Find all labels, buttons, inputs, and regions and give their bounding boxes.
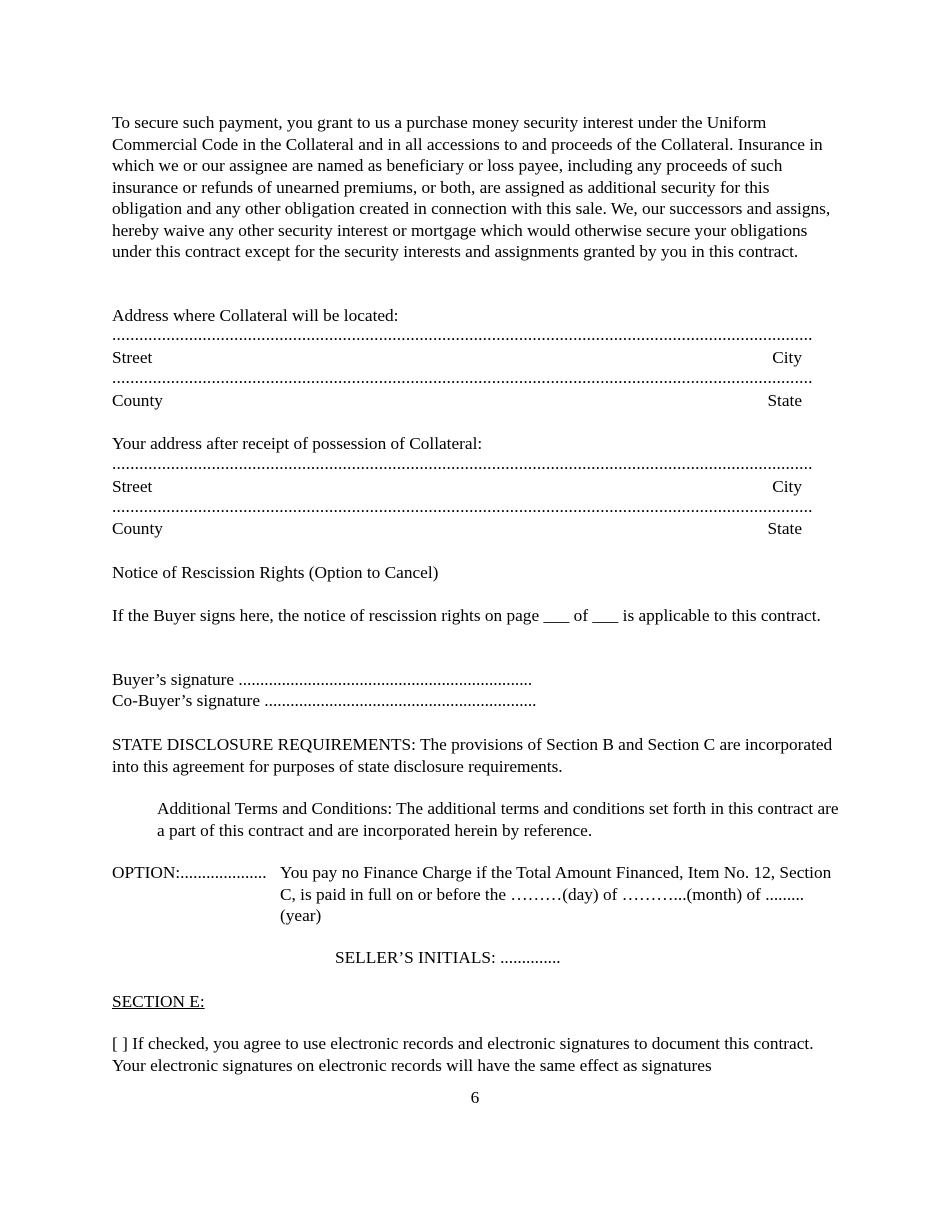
buyer-county-line[interactable]: ........................................................................................................................................................... <box>112 500 813 514</box>
county-label: County <box>112 391 163 410</box>
section-e-heading: SECTION E: <box>112 992 205 1011</box>
buyer-county-state-labels <box>112 518 802 540</box>
page-number: 6 <box>470 1088 480 1107</box>
city-label: City <box>772 477 802 496</box>
county-label: County <box>112 519 163 538</box>
rescission-text: If the Buyer signs here, the notice of rescission rights on page ___ of ___ is applicable to this contract. <box>112 606 821 625</box>
collateral-county-line[interactable]: ........................................................................................................................................................... <box>112 371 813 385</box>
street-label: Street <box>112 348 153 367</box>
option-label: OPTION:.................... <box>112 863 267 882</box>
buyer-address-heading: Your address after receipt of possession of Collateral: <box>112 434 483 453</box>
co-buyer-signature-line[interactable]: Co-Buyer’s signature ............................................................... <box>112 691 537 710</box>
security-interest-paragraph: To secure such payment, you grant to us a purchase money security interest under the Uniform Commercial Code in the Collateral and in all accessions to and proceeds of the Collateral. Insurance in which we or our assignee are named as beneficiary or loss payee, including any proceeds of such insurance or refunds of unearned premiums, or both, are assigned as additional security for this obligation and any other obligation created in connection with this sale. We, our successors and assigns, hereby waive any other security interest or mortgage which would otherwise secure your obligations under this contract except for the security interests and assignments granted by you in this contract. <box>112 113 831 261</box>
city-label: City <box>772 348 802 367</box>
buyer-signature-line[interactable]: Buyer’s signature .................................................................... <box>112 670 533 689</box>
state-label: State <box>767 391 802 410</box>
collateral-county-state-labels <box>112 390 802 412</box>
rescission-heading: Notice of Rescission Rights (Option to Cancel) <box>112 563 439 582</box>
section-e-text: [ ] If checked, you agree to use electronic records and electronic signatures to document this contract. Your electronic signatures on electronic records will have the same effect as signatures <box>112 1034 814 1075</box>
street-label: Street <box>112 477 153 496</box>
buyer-street-city-labels <box>112 476 802 498</box>
document-page <box>112 0 840 1230</box>
state-disclosure-paragraph: STATE DISCLOSURE REQUIREMENTS: The provisions of Section B and Section C are incorporated into this agreement for purposes of state disclosure requirements. <box>112 735 833 776</box>
additional-terms-paragraph: Additional Terms and Conditions: The additional terms and conditions set forth in this contract are a part of this contract and are incorporated herein by reference. <box>157 799 839 840</box>
collateral-street-city-labels <box>112 347 802 369</box>
buyer-street-line[interactable]: ........................................................................................................................................................... <box>112 457 813 471</box>
collateral-street-line[interactable]: ........................................................................................................................................................... <box>112 328 813 342</box>
option-text: You pay no Finance Charge if the Total Amount Financed, Item No. 12, Section C, is paid in full on or before the ………(day) of ………...(month) of .........(year) <box>280 863 832 925</box>
collateral-address-heading: Address where Collateral will be located: <box>112 306 399 325</box>
seller-initials[interactable]: SELLER’S INITIALS: .............. <box>335 948 561 967</box>
state-label: State <box>767 519 802 538</box>
